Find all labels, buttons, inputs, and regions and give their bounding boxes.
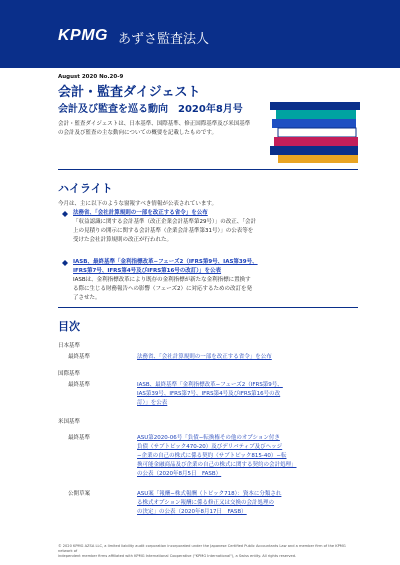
toc-heading: 目次 bbox=[58, 320, 80, 333]
page-subtitle: 会計及び監査を巡る動向 2020年8月号 bbox=[58, 104, 243, 115]
toc-category: 公開草案 bbox=[68, 491, 91, 497]
header-banner bbox=[0, 0, 400, 68]
divider bbox=[58, 169, 358, 170]
kpmg-logo: KPMG bbox=[58, 27, 108, 44]
toc-link[interactable]: ASU案「報酬−株式報酬（トピック718）：資本に分類され る株式オプション報酬に係る修正又は交換の会計処理の の決定」の公表（2020年8月17日 FASB） bbox=[137, 491, 282, 515]
toc-category: 最終基準 bbox=[68, 354, 91, 360]
divider bbox=[58, 307, 358, 308]
toc-section-label: 米国基準 bbox=[58, 419, 81, 425]
toc-category: 最終基準 bbox=[68, 435, 91, 441]
highlight-item: 法務省、「会社計算規則の一部を改正する省令」を公布 「収益認識に関する会計基準（改正企業会計基準第29号）」の改正、「会計 上の見積りの開示に関する会計基準（企業会計基準第31号）」の公表等を 受けた会社計算規則の改正が行われた。 bbox=[73, 209, 313, 245]
intro-text: 会計・監査ダイジェストは、日本基準、国際基準、修正国際基準及び米国基準 の会計及び監査の主な動向についての概要を記載したものです。 bbox=[58, 121, 251, 136]
page-title: 会計・監査ダイジェスト bbox=[58, 85, 201, 100]
toc-link[interactable]: 法務省、「会社計算規則の一部を改正する省令」を公布 bbox=[137, 354, 272, 360]
toc-section-label: 日本基準 bbox=[58, 343, 81, 349]
copyright-footer: © 2020 KPMG AZSA LLC, a limited liability audit corporation incorporated under the Japanese Certified Public Accountants Law and a member firm of the KPMG network of independent member firms affiliated with KPMG International Cooperative ("KPMG International"), a Swiss entity. All rights reserved. bbox=[58, 544, 346, 558]
toc-category: 最終基準 bbox=[68, 382, 91, 388]
highlight-item-title[interactable]: 法務省、「会社計算規則の一部を改正する省令」を公布 bbox=[73, 210, 208, 216]
toc-link[interactable]: ASU第2020-06号「負債−転換権その他のオプション付き 負債（サブトピック470-20）及びデリバティブ及びヘッジ −企業の自己の株式に係る契約（サブトピック815-40）−転 換可能金融商品及び企業の自己の株式に関する契約の会計処理」 の公表（2020年8月5日 FASB） bbox=[137, 435, 297, 477]
highlight-item: IASB、最終基準「金利指標改革−フェーズ2（IFRS第9号、IAS第39号、 IFRS第7号、IFRS第4号及びIFRS第16号の改訂）」を公表 IASBは、金利指標改革により既存の金利指標が新たな金利指標に置換す る際に生じる財務報告への影響（フェーズ2）に対応するための改訂を発 了させた。 bbox=[73, 258, 313, 303]
toc-section-label: 国際基準 bbox=[58, 371, 81, 377]
highlight-heading: ハイライト bbox=[58, 182, 113, 195]
highlight-lead: 今月は、主に以下のような窗報すべき情報が公表されています。 bbox=[58, 201, 217, 207]
diamond-bullet-icon bbox=[62, 211, 68, 217]
issue-number: August 2020 No.20-9 bbox=[58, 74, 124, 80]
brand-name: あずさ監査法人 bbox=[118, 32, 210, 47]
toc-link[interactable]: IASB、最終基準「金利指標改革−フェーズ2（IFRS第9号、 IAS第39号、IFRS第7号、IFRS第4号及びIFRS第16号の改 訂）」を公表 bbox=[137, 382, 283, 406]
diamond-bullet-icon bbox=[62, 260, 68, 266]
books-illustration bbox=[270, 96, 360, 166]
highlight-item-title[interactable]: IASB、最終基準「金利指標改革−フェーズ2（IFRS第9号、IAS第39号、 bbox=[73, 259, 258, 265]
